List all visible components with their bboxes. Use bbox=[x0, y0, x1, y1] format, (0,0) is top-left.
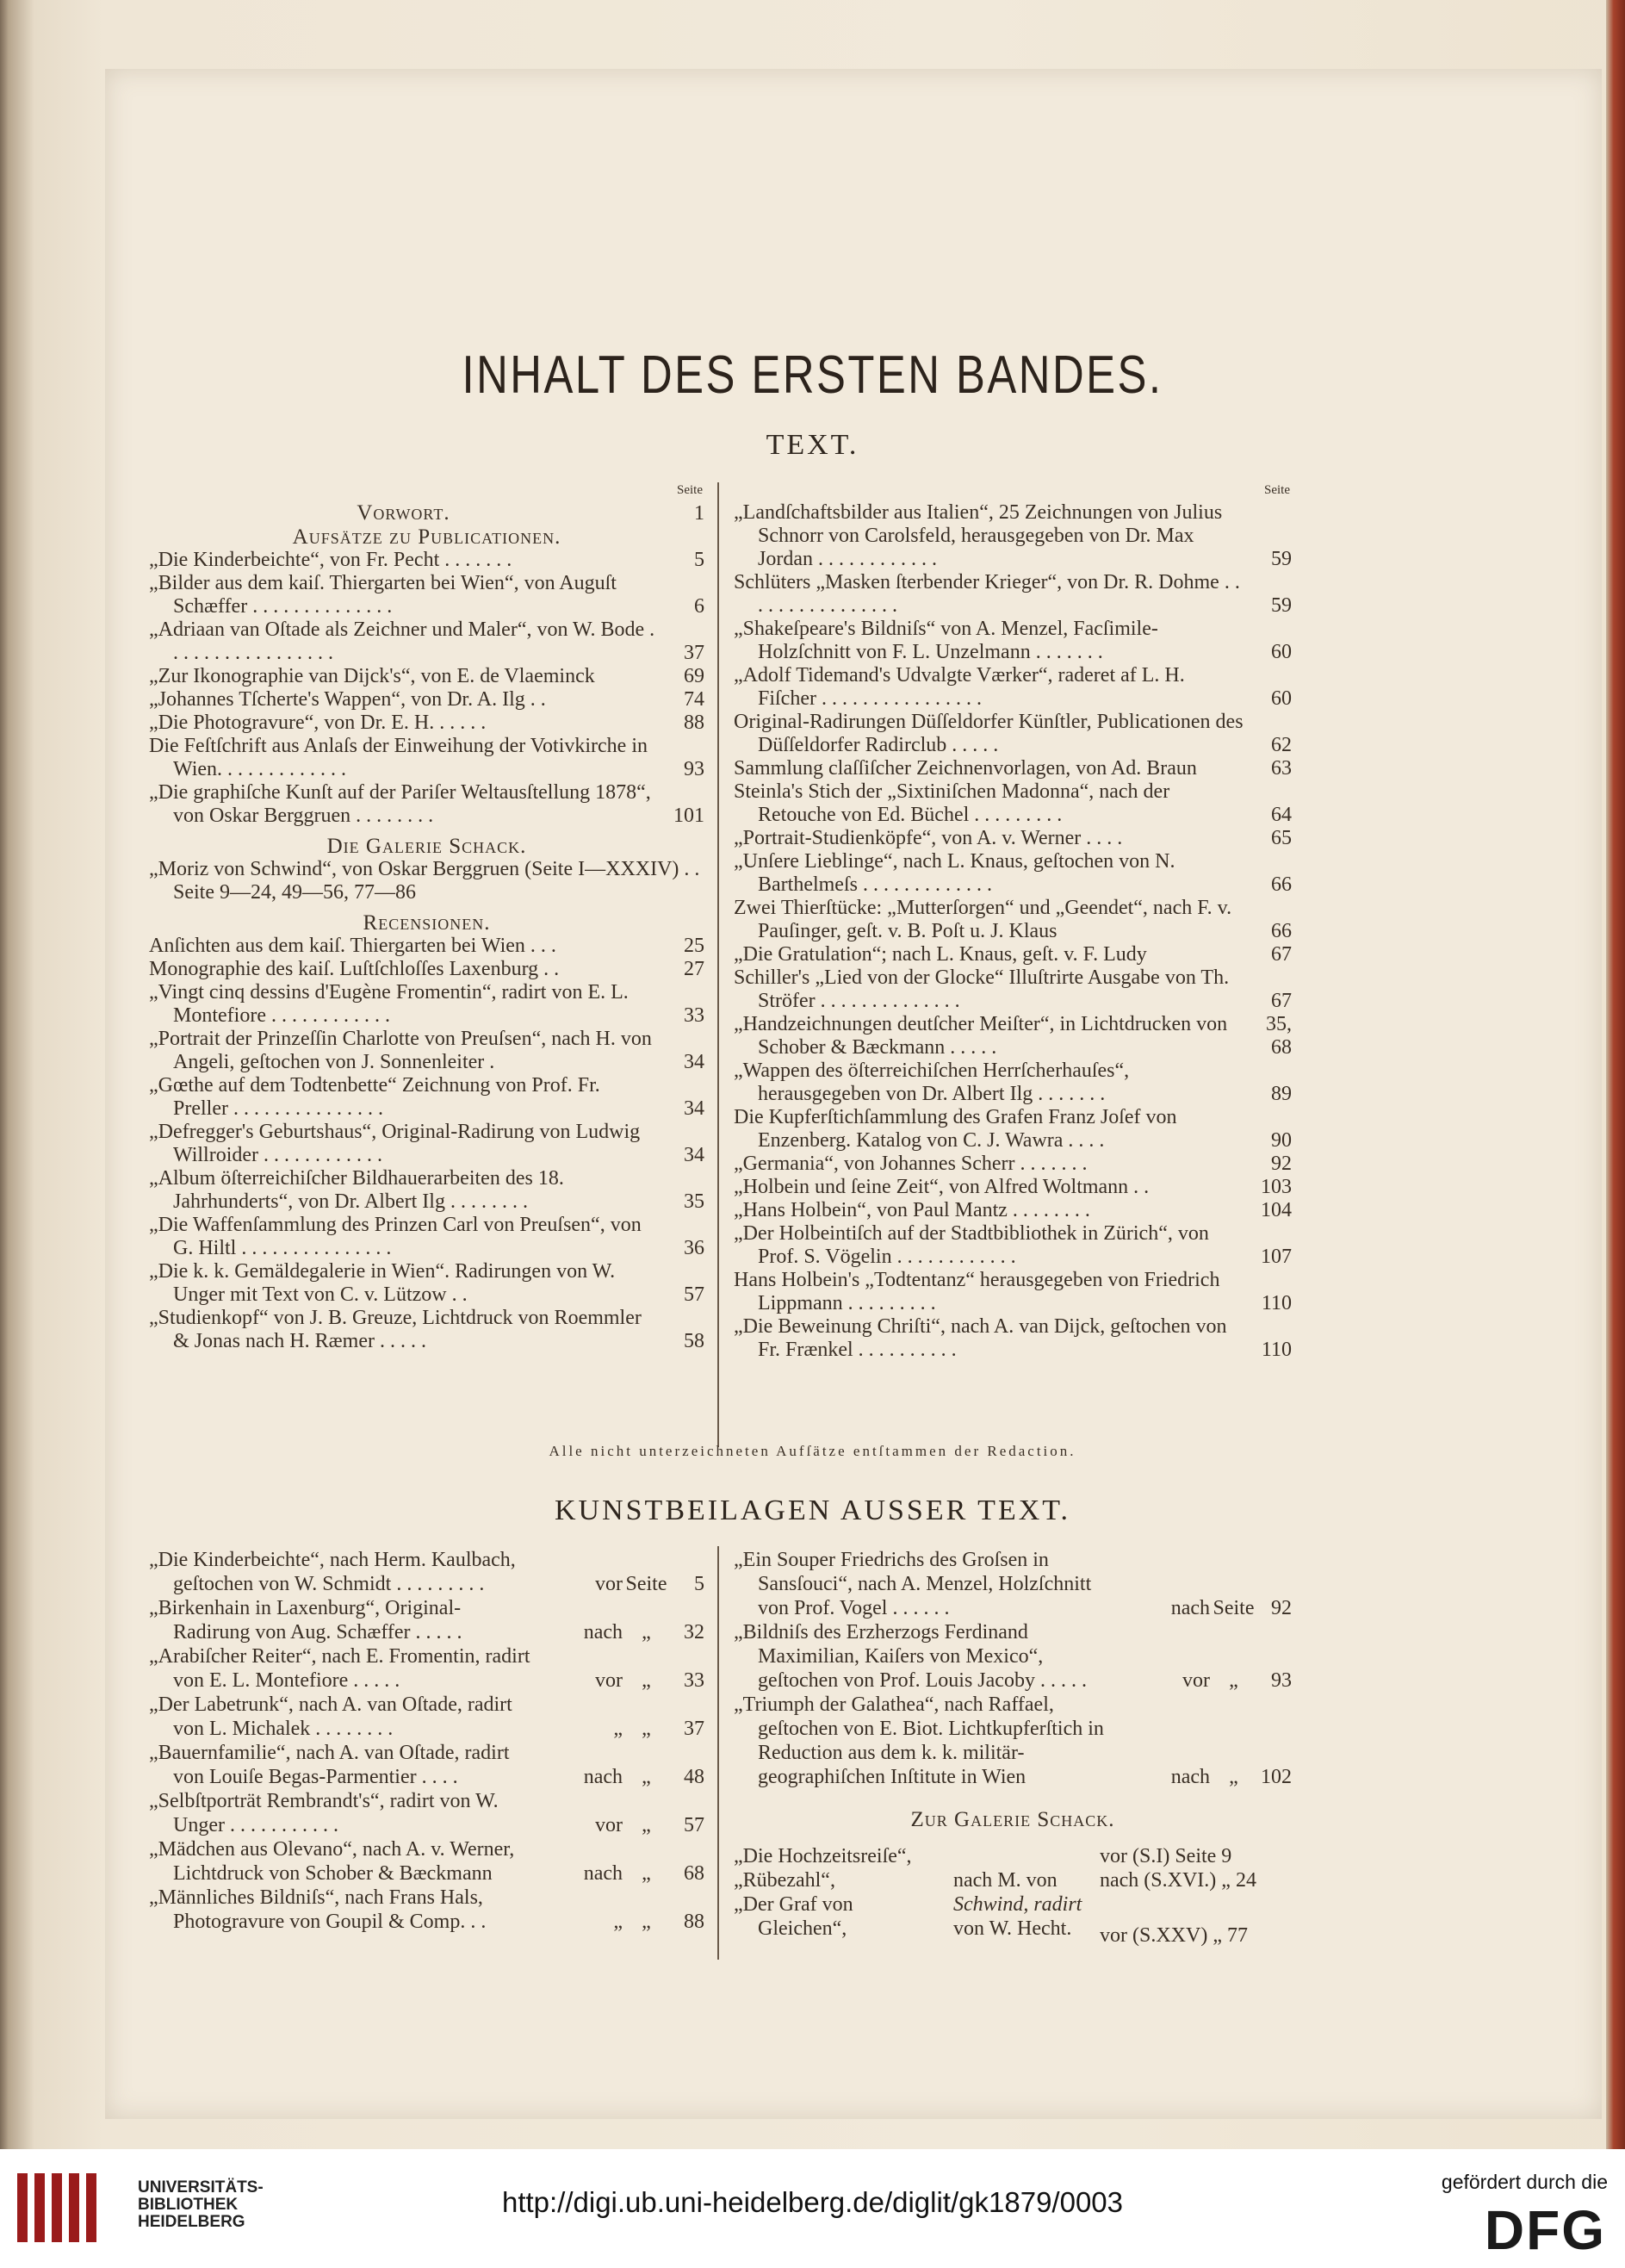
plate-ref-part: „ bbox=[1229, 1766, 1238, 1788]
plate-entry-ref bbox=[532, 1620, 704, 1644]
toc-entry-page: 6 bbox=[694, 595, 704, 618]
zur-schack-heading: Zur Galerie Schack. bbox=[910, 1808, 1115, 1831]
review-entry bbox=[734, 501, 1292, 571]
plate-entry bbox=[734, 1693, 1292, 1789]
review-entry-page: 89 bbox=[1271, 1083, 1292, 1105]
review-entry-page: 110 bbox=[1261, 1292, 1292, 1314]
seite-label: Seite bbox=[677, 483, 703, 497]
plate-entry-ref bbox=[532, 1861, 704, 1886]
dfg-logo: DFG bbox=[1484, 2199, 1606, 2261]
review-entry-page: 34 bbox=[684, 1051, 704, 1073]
review-entry-text: „Die Waffenſammlung des Prinzen Carl von Preuſsen“, von G. Hiltl . . . . . . . . . . . . . . . bbox=[149, 1214, 642, 1259]
schack-a3: „Der Graf von bbox=[734, 1893, 853, 1916]
review-entry-text: Zwei Thierſtücke: „Mutterſorgen“ und „Geendet“, nach F. v. Pauſinger, geſt. v. B. Poſt u. J. Klaus bbox=[734, 897, 1232, 942]
plate-entry bbox=[734, 1548, 1292, 1620]
plate-ref-part: Seite bbox=[1213, 1597, 1255, 1619]
review-entry-page: 59 bbox=[1271, 594, 1292, 617]
schack-r2: nach (S.XVI.) „ 24 bbox=[1100, 1869, 1256, 1892]
plate-ref-part: 93 bbox=[1271, 1669, 1292, 1692]
review-entry-text: Schiller's „Lied von der Glocke“ Illuſtrirte Ausgabe von Th. Ströfer . . . . . . . . . . . . . . bbox=[734, 966, 1230, 1012]
review-entry-text: „Defregger's Geburtshaus“, Original-Radirung von Ludwig Willroider . . . . . . . . . . . . bbox=[149, 1121, 641, 1166]
toc-entry bbox=[149, 735, 704, 781]
review-entry bbox=[734, 1269, 1292, 1315]
review-entry-text: „Germania“, von Johannes Scherr . . . . . . . bbox=[734, 1153, 1088, 1175]
review-entry-page: 34 bbox=[684, 1097, 704, 1120]
funded-by-caption: gefördert durch die bbox=[1441, 2171, 1608, 2193]
plate-entry bbox=[734, 1620, 1292, 1693]
toc-entry bbox=[149, 549, 704, 572]
plate-ref-part: Seite bbox=[625, 1573, 667, 1595]
toc-entry-text: „Die graphiſche Kunſt auf der Pariſer Weltausſtellung 1878“, von Oskar Berggruen . . . . . . . . bbox=[149, 781, 651, 827]
plate-ref-part: „ bbox=[642, 1814, 651, 1836]
right-entries-list bbox=[734, 501, 1292, 1362]
review-entry-text: Original-Radirungen Düſſeldorfer Künſtler, Publicationen des Düſſeldorfer Radirclub . . . . . bbox=[734, 711, 1244, 756]
plate-ref-part: 5 bbox=[694, 1573, 704, 1595]
plate-entry-ref bbox=[1120, 1765, 1292, 1789]
toc-entry bbox=[149, 618, 704, 665]
review-entry-text: Die Kupferſtichſammlung des Grafen Franz Joſef von Enzenberg. Katalog von C. J. Wawra . . . . bbox=[734, 1106, 1177, 1152]
plate-entry-ref bbox=[1120, 1668, 1292, 1693]
plate-ref-part: nach bbox=[583, 1621, 623, 1644]
review-entry bbox=[734, 1315, 1292, 1362]
plate-ref-part: 102 bbox=[1261, 1766, 1292, 1788]
review-entry-text: „Landſchaftsbilder aus Italien“, 25 Zeichnungen von Julius Schnorr von Carolsfeld, herausgegeben von Dr. Max Jordan . . . . . . . . . . . . bbox=[734, 501, 1223, 570]
review-entry-text: „Handzeichnungen deutſcher Meiſter“, in Lichtdrucken von Schober & Bæckmann . . . . . bbox=[734, 1013, 1228, 1059]
review-entry bbox=[734, 780, 1292, 827]
review-entry bbox=[149, 1167, 704, 1214]
toc-entry-text: „Adriaan van Oſtade als Zeichner und Maler“, von W. Bode . . . . . . . . . . . . . . . . . bbox=[149, 618, 655, 664]
toc-entry-page: 37 bbox=[684, 642, 704, 664]
review-entry-page: 66 bbox=[1271, 920, 1292, 942]
toc-entry-text: Die Feſtſchrift aus Anlaſs der Einweihung der Votivkirche in Wien. . . . . . . . . . . . . bbox=[149, 735, 648, 780]
plate-ref-part: 88 bbox=[684, 1911, 704, 1933]
review-entry bbox=[734, 1176, 1292, 1199]
toc-entry bbox=[149, 711, 704, 735]
toc-entry-page: 69 bbox=[684, 665, 704, 687]
review-entry bbox=[734, 827, 1292, 850]
review-entry-text: „Die Beweinung Chriſti“, nach A. van Dijck, geſtochen von Fr. Frænkel . . . . . . . . . . bbox=[734, 1315, 1227, 1361]
plate-ref-part: „ bbox=[642, 1766, 651, 1788]
kunst-left-list bbox=[149, 1548, 704, 1934]
toc-entry bbox=[149, 781, 704, 828]
vorwort-entry: Vorwort. 1 bbox=[357, 501, 704, 525]
toc-entry bbox=[149, 572, 704, 618]
review-entry-text: Sammlung claſſiſcher Zeichnenvorlagen, von Ad. Braun bbox=[734, 757, 1197, 780]
plate-entry bbox=[149, 1789, 704, 1837]
review-entry-text: „Shakeſpeare's Bildniſs“ von A. Menzel, Facſimile-Holzſchnitt von F. L. Unzelmann . . . . . . . bbox=[734, 618, 1158, 663]
plate-ref-part: 57 bbox=[684, 1814, 704, 1836]
review-entry-text: „Portrait der Prinzeſſin Charlotte von Preuſsen“, nach H. von Angeli, geſtochen von J. Sonnenleiter . bbox=[149, 1028, 652, 1073]
review-entry-page: 110 bbox=[1261, 1339, 1292, 1361]
library-name-text: UNIVERSITÄTS- BIBLIOTHEK HEIDELBERG bbox=[138, 2178, 264, 2231]
toc-entry bbox=[149, 665, 704, 688]
toc-entry-page: 93 bbox=[684, 758, 704, 780]
plate-entry bbox=[149, 1886, 704, 1934]
plate-ref-part: „ bbox=[642, 1862, 651, 1885]
review-entry-page: 107 bbox=[1261, 1246, 1292, 1268]
aufsaetze-list bbox=[149, 549, 704, 828]
column-divider-2 bbox=[717, 1546, 719, 1960]
plate-entry-ref bbox=[532, 1717, 704, 1741]
review-entry-text: Schlüters „Masken ſterbender Krieger“, von Dr. R. Dohme . . . . . . . . . . . . . . . . bbox=[734, 571, 1240, 617]
plate-ref-part: nach bbox=[1170, 1766, 1210, 1788]
review-entry-text: Steinla's Stich der „Sixtiniſchen Madonna“, nach der Retouche von Ed. Büchel . . . . . . . . . bbox=[734, 780, 1170, 826]
review-entry-text: „Vingt cinq dessins d'Eugène Fromentin“, radirt von E. L. Montefiore . . . . . . . . . . . . bbox=[149, 981, 629, 1027]
review-entry-page: 25 bbox=[684, 935, 704, 957]
toc-entry-text: „Die Kinderbeichte“, von Fr. Pecht . . . . . . . bbox=[149, 549, 512, 571]
seite-label-right: Seite bbox=[1264, 483, 1290, 497]
schack-a1: „Die Hochzeitsreiſe“, bbox=[734, 1845, 912, 1867]
review-entry bbox=[734, 1153, 1292, 1176]
plate-entry-text: „Männliches Bildniſs“, nach Frans Hals, Photogravure von Goupil & Comp. . . bbox=[149, 1886, 487, 1933]
plate-ref-part: vor bbox=[595, 1573, 623, 1595]
book-cover-edge bbox=[1606, 0, 1625, 2149]
toc-entry-text: „Johannes Tſcherte's Wappen“, von Dr. A. Ilg . . bbox=[149, 688, 546, 711]
review-entry bbox=[149, 935, 704, 958]
review-entry bbox=[734, 1222, 1292, 1269]
toc-entry-text: „Bilder aus dem kaiſ. Thiergarten bei Wien“, von Auguſt Schæffer . . . . . . . . . . . . . . bbox=[149, 572, 617, 618]
review-entry-text: Hans Holbein's „Todtentanz“ herausgegeben von Friedrich Lippmann . . . . . . . . . bbox=[734, 1269, 1220, 1314]
plate-entry bbox=[149, 1596, 704, 1644]
plate-entry bbox=[149, 1837, 704, 1886]
plate-entry bbox=[149, 1644, 704, 1693]
plate-ref-part: „ bbox=[613, 1911, 623, 1933]
plate-entry bbox=[149, 1548, 704, 1596]
review-entry-page: 59 bbox=[1271, 548, 1292, 570]
review-entry-text: „Gœthe auf dem Todtenbette“ Zeichnung von Prof. Fr. Preller . . . . . . . . . . . . . . . bbox=[149, 1074, 600, 1120]
plate-ref-part: nach bbox=[583, 1766, 623, 1788]
plate-ref-part: „ bbox=[642, 1669, 651, 1692]
review-entry bbox=[149, 1214, 704, 1260]
plate-entry-text: „Mädchen aus Olevano“, nach A. v. Werner, Lichtdruck von Schober & Bæckmann bbox=[149, 1838, 515, 1885]
plate-ref-part: nach bbox=[1170, 1597, 1210, 1619]
review-entry bbox=[149, 981, 704, 1028]
plate-ref-part: 92 bbox=[1271, 1597, 1292, 1619]
schack-m3: von W. Hecht. bbox=[953, 1917, 1072, 1940]
page-url[interactable]: http://digi.ub.uni-heidelberg.de/diglit/gk1879/0003 bbox=[501, 2186, 1124, 2218]
plate-entry-text: „Birkenhain in Laxenburg“, Original-Radirung von Aug. Schæffer . . . . . bbox=[149, 1597, 462, 1644]
kunst-right-column bbox=[734, 1548, 1292, 1949]
review-entry-text: „Die k. k. Gemäldegalerie in Wien“. Radirungen von W. Unger mit Text von C. v. Lützow . . bbox=[149, 1260, 616, 1306]
review-entry-page: 33 bbox=[684, 1004, 704, 1027]
review-entry-page: 65 bbox=[1271, 827, 1292, 849]
plate-entry-text: „Selbſtporträt Rembrandt's“, radirt von W. Unger . . . . . . . . . . . bbox=[149, 1790, 499, 1836]
plate-entry-ref bbox=[532, 1765, 704, 1789]
section-recensionen: Recensionen. bbox=[363, 911, 491, 935]
review-entry-text: „Die Gratulation“; nach L. Knaus, geſt. v. F. Ludy bbox=[734, 943, 1147, 966]
plate-ref-part: 33 bbox=[684, 1669, 704, 1692]
review-entry bbox=[149, 1074, 704, 1121]
plate-ref-part: 32 bbox=[684, 1621, 704, 1644]
review-entry bbox=[734, 571, 1292, 618]
plate-ref-part: „ bbox=[642, 1718, 651, 1740]
schack-r3: vor (S.XXV) „ 77 bbox=[1100, 1924, 1248, 1947]
footnote: Alle nicht unterzeichneten Aufſätze entſtammen der Redaction. bbox=[549, 1443, 1076, 1459]
plate-entry-text: „Bauernfamilie“, nach A. van Oſtade, radirt von Louiſe Begas-Parmentier . . . . bbox=[149, 1742, 510, 1788]
review-entry-page: 67 bbox=[1271, 990, 1292, 1012]
schack-a2: „Rübezahl“, bbox=[734, 1869, 835, 1892]
kunst-right-list bbox=[734, 1548, 1292, 1789]
plate-ref-part: vor bbox=[595, 1669, 623, 1692]
review-entry-page: 92 bbox=[1271, 1153, 1292, 1175]
review-entry-text: „Wappen des öſterreichiſchen Herrſcherhauſes“, herausgegeben von Dr. Albert Ilg . . . . . . . bbox=[734, 1059, 1130, 1105]
schack-m2: Schwind, radirt bbox=[953, 1893, 1082, 1916]
review-entry bbox=[149, 1121, 704, 1167]
recensionen-list bbox=[149, 935, 704, 1353]
plate-entry-ref bbox=[532, 1813, 704, 1837]
review-entry-page: 34 bbox=[684, 1144, 704, 1166]
page-title: INHALT DES ERSTEN BANDES. bbox=[462, 345, 1163, 405]
review-entry bbox=[734, 618, 1292, 664]
review-entry bbox=[149, 1028, 704, 1074]
section-schack: Die Galerie Schack. bbox=[326, 835, 527, 858]
plate-ref-part: vor bbox=[595, 1814, 623, 1836]
review-entry bbox=[734, 1013, 1292, 1059]
review-entry bbox=[734, 966, 1292, 1013]
plate-entry-text: „Bildniſs des Erzherzogs Ferdinand Maximilian, Kaiſers von Mexico“, geſtochen von Prof. Louis Jacoby . . . . . bbox=[734, 1621, 1087, 1692]
schack-m1: nach M. von bbox=[953, 1869, 1057, 1892]
review-entry bbox=[149, 958, 704, 981]
toc-entry-page: 5 bbox=[694, 549, 704, 571]
plate-entry-ref bbox=[532, 1668, 704, 1693]
review-entry-page: 63 bbox=[1271, 757, 1292, 780]
review-entry bbox=[734, 1199, 1292, 1222]
left-column bbox=[149, 479, 704, 1353]
review-entry-text: „Unſere Lieblinge“, nach L. Knaus, geſtochen von N. Barthelmeſs . . . . . . . . . . . . . bbox=[734, 850, 1175, 896]
review-entry-page: 58 bbox=[684, 1330, 704, 1352]
review-entry-page: 90 bbox=[1271, 1129, 1292, 1152]
plate-ref-part: „ bbox=[1229, 1669, 1238, 1692]
plate-entry-text: „Ein Souper Friedrichs des Groſsen in Sansſouci“, nach A. Menzel, Holzſchnitt von Prof. Vogel . . . . . . bbox=[734, 1549, 1092, 1619]
schack-a4: Gleichen“, bbox=[758, 1917, 847, 1940]
toc-entry-page: 88 bbox=[684, 711, 704, 734]
plate-ref-part: „ bbox=[613, 1718, 623, 1740]
kunst-heading: KUNSTBEILAGEN AUSSER TEXT. bbox=[554, 1494, 1071, 1526]
plate-ref-part: 37 bbox=[684, 1718, 704, 1740]
review-entry bbox=[734, 1059, 1292, 1106]
plate-entry-ref bbox=[1120, 1596, 1292, 1620]
plate-ref-part: „ bbox=[642, 1621, 651, 1644]
review-entry-page: 64 bbox=[1271, 804, 1292, 826]
review-entry bbox=[734, 897, 1292, 943]
plate-ref-part: nach bbox=[583, 1862, 623, 1885]
plate-entry bbox=[149, 1741, 704, 1789]
plate-ref-part: „ bbox=[642, 1911, 651, 1933]
review-entry-page: 60 bbox=[1271, 687, 1292, 710]
review-entry-text: Monographie des kaiſ. Luſtſchloſſes Laxenburg . . bbox=[149, 958, 560, 980]
review-entry-page: 35, 68 bbox=[1266, 1013, 1292, 1059]
toc-entry-page: 74 bbox=[684, 688, 704, 711]
plate-entry-text: „Der Labetrunk“, nach A. van Oſtade, radirt von L. Michalek . . . . . . . . bbox=[149, 1693, 512, 1740]
plate-ref-part: vor bbox=[1182, 1669, 1210, 1692]
plate-entry bbox=[149, 1693, 704, 1741]
review-entry-page: 103 bbox=[1261, 1176, 1292, 1198]
review-entry bbox=[734, 711, 1292, 757]
review-entry-text: „Studienkopf“ von J. B. Greuze, Lichtdruck von Roemmler & Jonas nach H. Ræmer . . . . . bbox=[149, 1307, 642, 1352]
review-entry-page: 104 bbox=[1261, 1199, 1292, 1221]
right-column bbox=[734, 479, 1292, 1362]
review-entry bbox=[734, 850, 1292, 897]
review-entry-page: 36 bbox=[684, 1237, 704, 1259]
section-aufsaetze: Aufsätze zu Publicationen. bbox=[292, 525, 561, 549]
schack-kunst-block bbox=[734, 1837, 1292, 1949]
schack-r1: vor (S.I) Seite 9 bbox=[1100, 1845, 1232, 1867]
review-entry-text: „Hans Holbein“, von Paul Mantz . . . . . . . . bbox=[734, 1199, 1090, 1221]
review-entry-page: 35 bbox=[684, 1190, 704, 1213]
schack-entry: „Moriz von Schwind“, von Oskar Berggruen (Seite I—XXXIV) . . Seite 9—24, 49—56, 77—86 bbox=[149, 858, 700, 904]
review-entry-page: 66 bbox=[1271, 873, 1292, 896]
plate-ref-part: 68 bbox=[684, 1862, 704, 1885]
plate-entry-ref bbox=[532, 1572, 704, 1596]
toc-entry bbox=[149, 688, 704, 711]
review-entry bbox=[734, 757, 1292, 780]
review-entry-page: 62 bbox=[1271, 734, 1292, 756]
plate-entry-text: „Arabiſcher Reiter“, nach E. Fromentin, radirt von E. L. Montefiore . . . . . bbox=[149, 1645, 530, 1692]
review-entry-text: „Der Holbeintiſch auf der Stadtbibliothek in Zürich“, von Prof. S. Vögelin . . . . . . . . . . . . bbox=[734, 1222, 1209, 1268]
review-entry bbox=[734, 943, 1292, 966]
plate-entry-text: „Triumph der Galathea“, nach Raffael, geſtochen von E. Biot. Lichtkupferſtich in Reduction aus dem k. k. militär-geographiſchen Inſtitute in Wien bbox=[734, 1693, 1104, 1788]
toc-entry-text: „Zur Ikonographie van Dijck's“, von E. de Vlaeminck bbox=[149, 665, 595, 687]
column-divider bbox=[717, 482, 719, 1447]
review-entry-text: „Adolf Tidemand's Udvalgte Værker“, raderet af L. H. Fiſcher . . . . . . . . . . . . . . . . bbox=[734, 664, 1185, 710]
review-entry-page: 67 bbox=[1271, 943, 1292, 966]
plate-entry-ref bbox=[532, 1910, 704, 1934]
review-entry bbox=[149, 1260, 704, 1307]
toc-entry-text: „Die Photogravure“, von Dr. E. H. . . . . . bbox=[149, 711, 487, 734]
plate-entry-text: „Die Kinderbeichte“, nach Herm. Kaulbach, geſtochen von W. Schmidt . . . . . . . . . bbox=[149, 1549, 516, 1595]
review-entry bbox=[149, 1307, 704, 1353]
review-entry-page: 60 bbox=[1271, 641, 1292, 663]
review-entry bbox=[734, 664, 1292, 711]
review-entry-text: „Holbein und ſeine Zeit“, von Alfred Woltmann . . bbox=[734, 1176, 1150, 1198]
plate-ref-part: 48 bbox=[684, 1766, 704, 1788]
review-entry-page: 27 bbox=[684, 958, 704, 980]
text-heading: TEXT. bbox=[766, 429, 859, 461]
review-entry bbox=[734, 1106, 1292, 1153]
toc-entry-page: 101 bbox=[673, 805, 704, 827]
review-entry-text: „Portrait-Studienköpfe“, von A. v. Werner . . . . bbox=[734, 827, 1123, 849]
review-entry-text: Anſichten aus dem kaiſ. Thiergarten bei Wien . . . bbox=[149, 935, 556, 957]
review-entry-page: 57 bbox=[684, 1283, 704, 1306]
review-entry-text: „Album öſterreichiſcher Bildhauerarbeiten des 18. Jahrhunderts“, von Dr. Albert Ilg . . . . . . . . bbox=[149, 1167, 564, 1213]
